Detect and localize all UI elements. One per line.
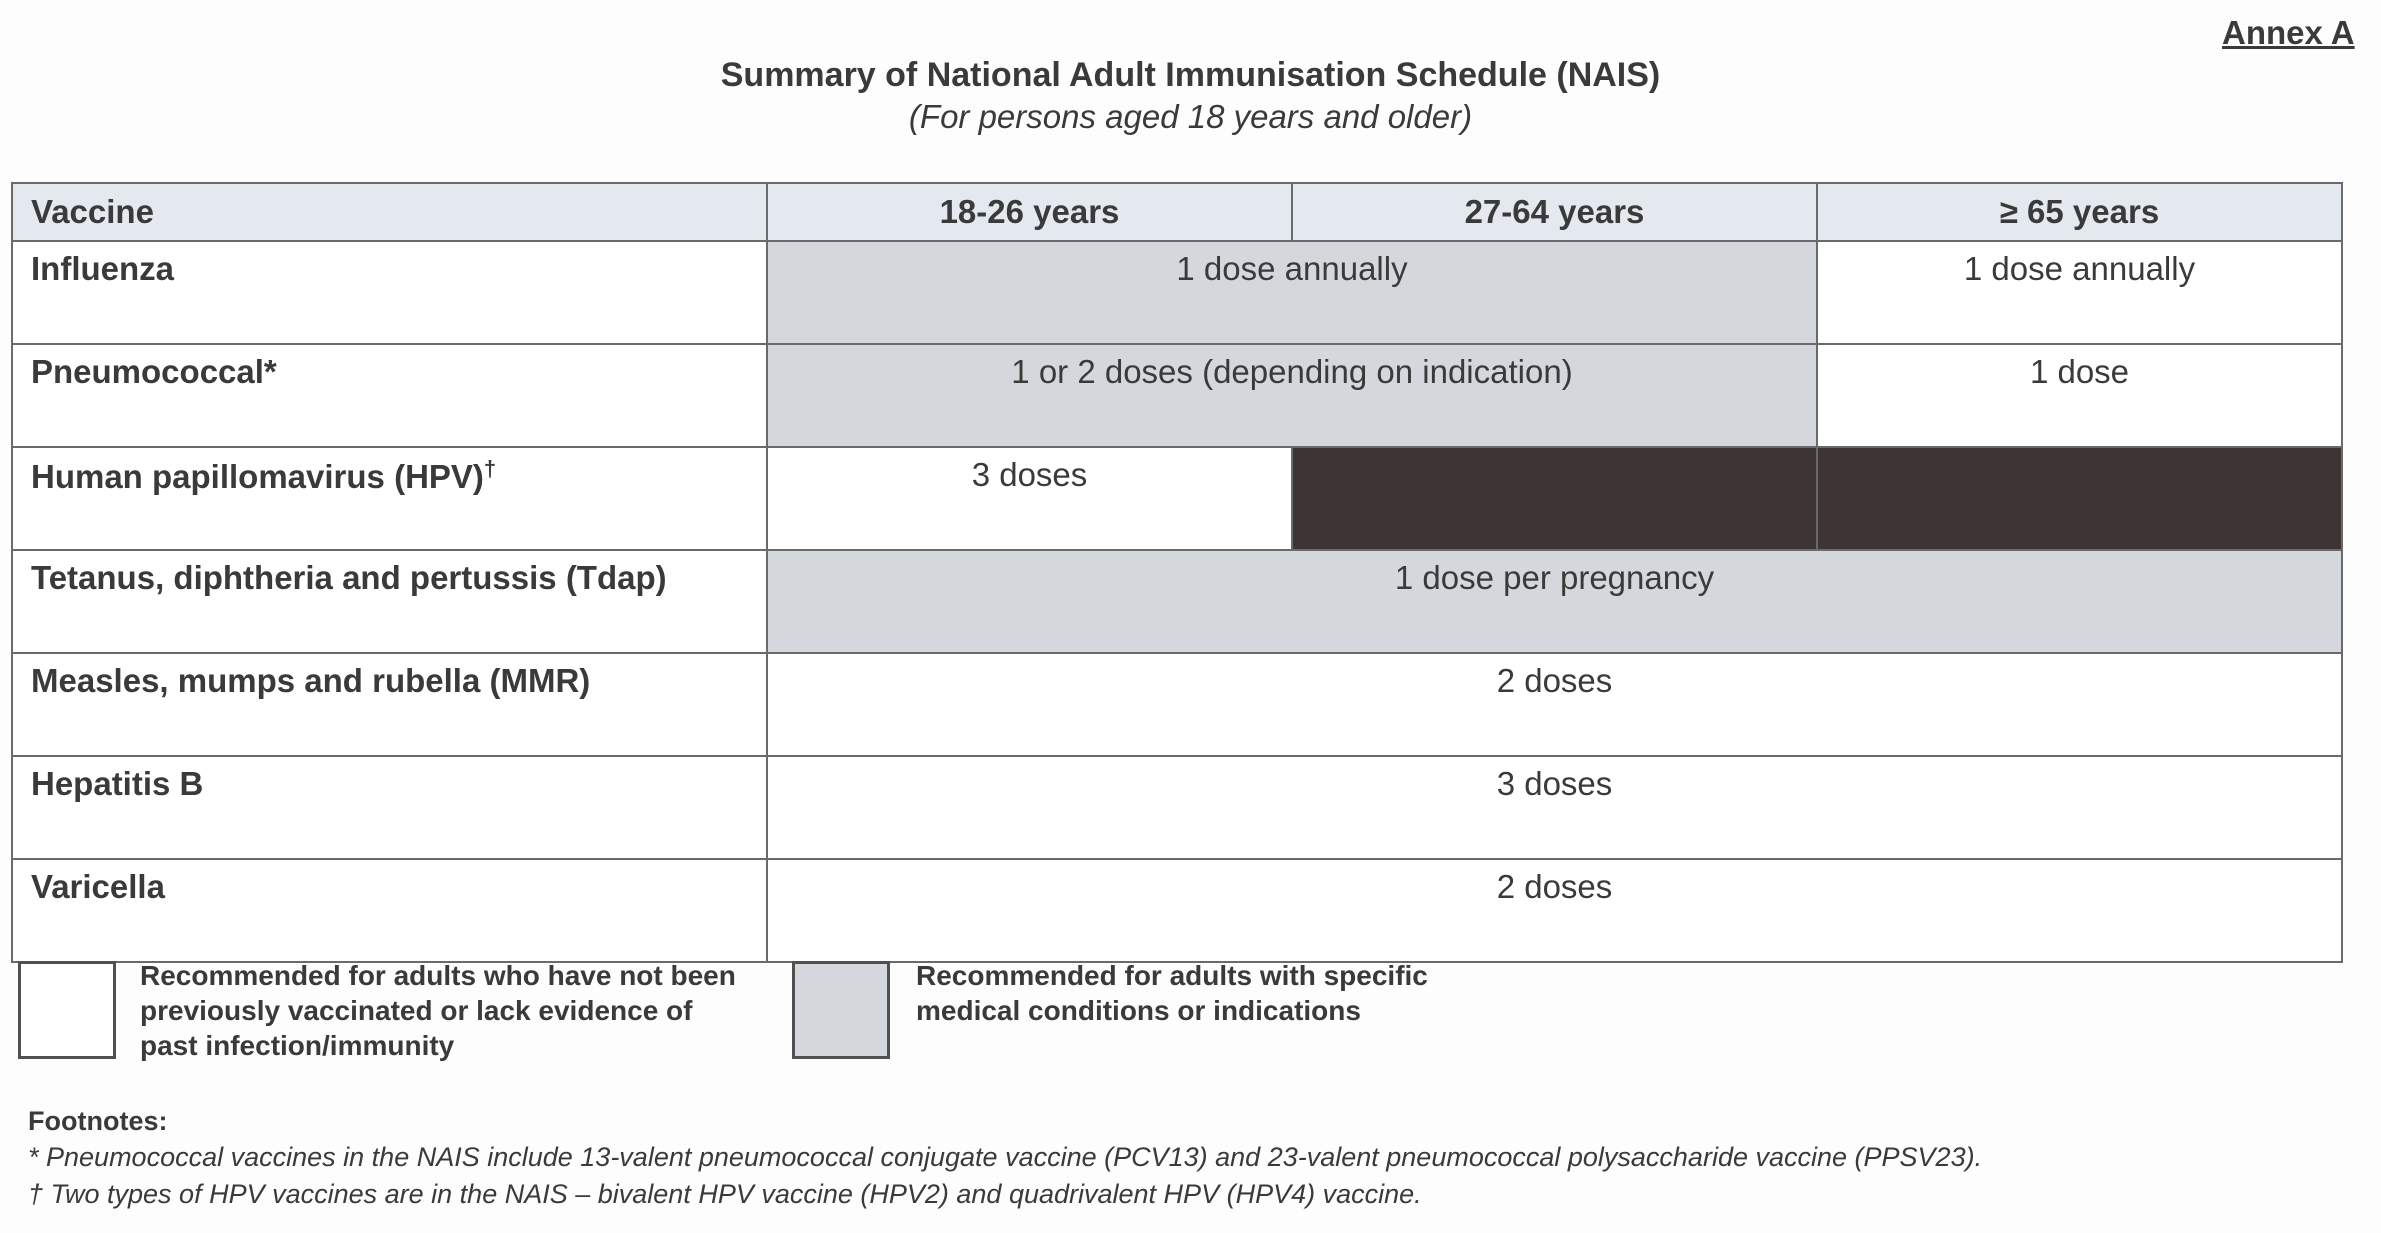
table-row [12, 550, 2342, 653]
table-row [12, 344, 2342, 447]
vaccine-name [12, 447, 767, 550]
vaccine-name: Measles, mumps and rubella (MMR) [12, 653, 767, 756]
table-row [12, 859, 2342, 962]
table-row [12, 756, 2342, 859]
legend-white-swatch [18, 961, 116, 1059]
schedule-cell: 1 dose annually [1817, 241, 2342, 344]
vaccine-name: Influenza [12, 241, 767, 344]
vaccine-name: Pneumococcal* [12, 344, 767, 447]
header-vaccine: Vaccine [12, 183, 767, 241]
table-row [12, 447, 2342, 550]
legend-grey-swatch [792, 961, 890, 1059]
footnote-pneumococcal: * Pneumococcal vaccines in the NAIS include 13-valent pneumococcal conjugate vaccine (PCV13) and 23-valent pneumococcal polysaccharide vaccine (PPSV23). [28, 1142, 1983, 1172]
footnote-marker: † [483, 456, 497, 481]
immunisation-schedule-table [11, 182, 2343, 963]
schedule-cell: 2 doses [767, 653, 2342, 756]
vaccine-name: Hepatitis B [12, 756, 767, 859]
table-row [12, 241, 2342, 344]
schedule-cell: 1 dose [1817, 344, 2342, 447]
schedule-cell: 1 dose annually [767, 241, 1817, 344]
vaccine-name: Tetanus, diphtheria and pertussis (Tdap) [12, 550, 767, 653]
schedule-cell: 3 doses [767, 447, 1292, 550]
document-title: Summary of National Adult Immunisation Schedule (NAIS) [720, 56, 1661, 94]
footnotes-heading: Footnotes: [28, 1106, 168, 1136]
document-subtitle: (For persons aged 18 years and older) [908, 98, 1473, 135]
schedule-cell: 1 dose per pregnancy [767, 550, 2342, 653]
header-65-plus: ≥ 65 years [1817, 183, 2342, 241]
vaccine-name: Varicella [12, 859, 767, 962]
schedule-cell: 3 doses [767, 756, 2342, 859]
vaccine-name-text: Human papillomavirus (HPV) [31, 458, 484, 495]
header-18-26: 18-26 years [767, 183, 1292, 241]
table-row [12, 653, 2342, 756]
schedule-cell: 2 doses [767, 859, 2342, 962]
schedule-cell: 1 or 2 doses (depending on indication) [767, 344, 1817, 447]
not-applicable-cell [1292, 447, 1817, 550]
not-applicable-cell [1817, 447, 2342, 550]
legend-grey-text: Recommended for adults with specific medical conditions or indications [916, 960, 1428, 1026]
legend-white-text: Recommended for adults who have not been previously vaccinated or lack evidence of past infection/immunity [140, 960, 736, 1061]
footnotes [28, 1104, 1982, 1213]
header-27-64: 27-64 years [1292, 183, 1817, 241]
annex-label: Annex A [2222, 14, 2355, 51]
footnote-hpv: † Two types of HPV vaccines are in the NAIS – bivalent HPV vaccine (HPV2) and quadrivalent HPV (HPV4) vaccine. [28, 1179, 1422, 1209]
table-header-row [12, 183, 2342, 241]
